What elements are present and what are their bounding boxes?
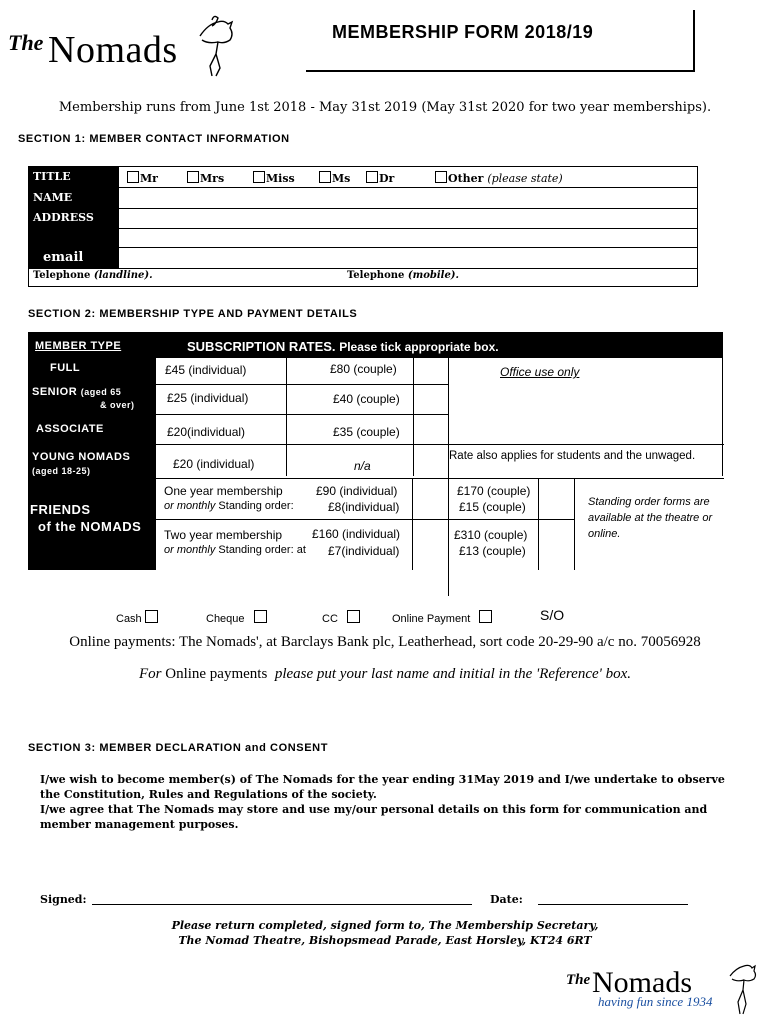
payment-online[interactable]: Online Payment	[392, 610, 493, 625]
member-type-friends: FRIENDS	[30, 502, 91, 517]
logo-name: Nomads	[48, 29, 178, 71]
membership-rates-table	[28, 332, 724, 572]
reference-instruction: For Online payments please put your last name and initial in the 'Reference' box.	[138, 666, 632, 682]
member-type-associate: ASSOCIATE	[36, 423, 104, 435]
checkbox[interactable]	[347, 610, 360, 623]
rates-header: SUBSCRIPTION RATES. Please tick appropriate box.	[187, 339, 499, 354]
email-label: email	[29, 247, 119, 268]
divider	[286, 358, 287, 476]
standing-order-note: Standing order forms are available at the theatre or online.	[588, 496, 713, 540]
full-couple-rate[interactable]: £80 (couple)	[330, 362, 397, 376]
title-option-mr[interactable]: Mr	[127, 171, 158, 185]
checkbox[interactable]	[435, 171, 447, 183]
title-option-miss[interactable]: Miss	[253, 171, 295, 185]
associate-couple-rate[interactable]: £35 (couple)	[333, 425, 400, 439]
divider	[156, 444, 448, 445]
section2-heading: SECTION 2: MEMBERSHIP TYPE AND PAYMENT DETAILS	[28, 308, 358, 320]
divider	[156, 478, 724, 479]
senior-individual-rate[interactable]: £25 (individual)	[167, 391, 249, 405]
friends-two-year-individual[interactable]: £160 (individual)	[312, 527, 401, 541]
divider	[156, 519, 574, 520]
checkbox[interactable]	[479, 610, 492, 623]
divider	[412, 478, 413, 570]
young-individual-rate[interactable]: £20 (individual)	[173, 457, 255, 471]
associate-individual-rate[interactable]: £20(individual)	[167, 425, 246, 439]
footer-logo-the: The	[566, 972, 591, 988]
divider	[29, 268, 697, 269]
horse-rider-icon	[728, 960, 758, 1018]
date-label: Date:	[490, 893, 523, 906]
divider	[413, 358, 414, 476]
form-title: MEMBERSHIP FORM 2018/19	[332, 22, 594, 42]
title-option-ms[interactable]: Ms	[319, 171, 350, 185]
payment-cash[interactable]: Cash	[116, 610, 159, 625]
section3-heading: SECTION 3: MEMBER DECLARATION and CONSENT	[28, 742, 329, 754]
office-use-label: Office use only	[500, 365, 580, 379]
friends-one-year-individual[interactable]: £90 (individual)	[316, 484, 398, 498]
senior-couple-rate[interactable]: £40 (couple)	[333, 392, 400, 406]
friends-two-year-label: Two year membership	[164, 528, 283, 542]
declaration-consent: I/we agree that The Nomads may store and use my/our personal details on this form for communication and member management purposes.	[40, 803, 708, 831]
online-payment-details: Online payments: The Nomads', at Barclays Bank plc, Leatherhead, sort code 20-29-90 a/c no. 70056928	[69, 634, 701, 650]
title-label: TITLE	[29, 167, 119, 187]
full-individual-rate[interactable]: £45 (individual)	[165, 363, 247, 377]
declaration-text	[40, 772, 740, 832]
signed-label: Signed:	[40, 893, 87, 906]
address-field[interactable]	[119, 209, 697, 247]
checkbox[interactable]	[145, 610, 158, 623]
friends-one-monthly-couple[interactable]: £15 (couple)	[459, 500, 526, 514]
friends-two-monthly-couple[interactable]: £13 (couple)	[459, 544, 526, 558]
young-rate-note: Rate also applies for students and the unwaged.	[449, 450, 696, 462]
payment-cc[interactable]: CC	[322, 610, 361, 625]
checkbox[interactable]	[319, 171, 331, 183]
friends-one-monthly-individual[interactable]: £8(individual)	[328, 500, 400, 514]
title-option-dr[interactable]: Dr	[366, 171, 394, 185]
title-option-other[interactable]: Other (please state)	[435, 171, 563, 185]
friends-one-monthly-label: or monthly Standing order:	[164, 500, 294, 512]
divider	[538, 478, 539, 570]
title-option-mrs[interactable]: Mrs	[187, 171, 224, 185]
logo-the: The	[8, 30, 44, 55]
checkbox[interactable]	[187, 171, 199, 183]
footer-tagline: having fun since 1934	[598, 994, 713, 1009]
divider	[156, 384, 448, 385]
return-line-1: Please return completed, signed form to, The Membership Secretary,	[171, 919, 599, 932]
friends-one-year-label: One year membership	[164, 484, 283, 498]
address-label: ADDRESS	[29, 208, 119, 268]
member-type-header: MEMBER TYPE	[35, 340, 122, 352]
member-type-young-sub: (aged 18-25)	[32, 466, 91, 476]
email-field[interactable]	[119, 248, 697, 267]
date-line[interactable]	[538, 904, 688, 905]
member-type-young: YOUNG NOMADS	[32, 451, 131, 463]
payment-cheque[interactable]: Cheque	[206, 610, 268, 625]
divider	[574, 478, 575, 570]
checkbox[interactable]	[254, 610, 267, 623]
horse-rider-icon	[194, 14, 238, 80]
contact-table	[28, 166, 698, 287]
form-title-box	[306, 10, 695, 72]
telephone-landline-label: Telephone (landline).	[33, 270, 153, 281]
divider	[722, 358, 723, 476]
friends-two-monthly-individual[interactable]: £7(individual)	[328, 544, 400, 558]
divider	[448, 444, 724, 445]
name-field[interactable]	[119, 188, 697, 207]
divider	[156, 414, 448, 415]
checkbox[interactable]	[253, 171, 265, 183]
friends-two-monthly-label: or monthly Standing order: at	[164, 544, 306, 556]
member-type-senior: SENIOR (aged 65	[32, 386, 122, 398]
membership-period: Membership runs from June 1st 2018 - May 31st 2019 (May 31st 2020 for two year memberships).	[58, 100, 712, 115]
section1-heading: SECTION 1: MEMBER CONTACT INFORMATION	[18, 133, 290, 145]
checkbox[interactable]	[127, 171, 139, 183]
nomads-logo	[8, 14, 238, 80]
footer-logo-name: Nomads	[592, 966, 692, 999]
divider	[448, 358, 449, 596]
checkbox[interactable]	[366, 171, 378, 183]
declaration-membership: I/we wish to become member(s) of The Nomads for the year ending 31May 2019 and I/we undertake to observe the Constitution, Rules and Regulations of the society.	[40, 773, 725, 801]
young-couple-rate: n/a	[354, 459, 371, 473]
footer-logo	[560, 960, 760, 1020]
name-label: NAME	[29, 187, 119, 208]
return-address	[0, 918, 770, 948]
member-type-friends-sub: of the NOMADS	[38, 519, 142, 534]
member-type-senior-sub: & over)	[100, 400, 135, 410]
friends-two-year-couple[interactable]: £310 (couple)	[454, 528, 528, 542]
friends-one-year-couple[interactable]: £170 (couple)	[457, 484, 531, 498]
telephone-mobile-label: Telephone (mobile).	[347, 270, 460, 281]
member-type-full: FULL	[50, 362, 81, 374]
payment-standing-order[interactable]: S/O	[540, 607, 565, 623]
signature-line[interactable]	[92, 904, 472, 905]
return-line-2: The Nomad Theatre, Bishopsmead Parade, East Horsley, KT24 6RT	[178, 934, 592, 947]
